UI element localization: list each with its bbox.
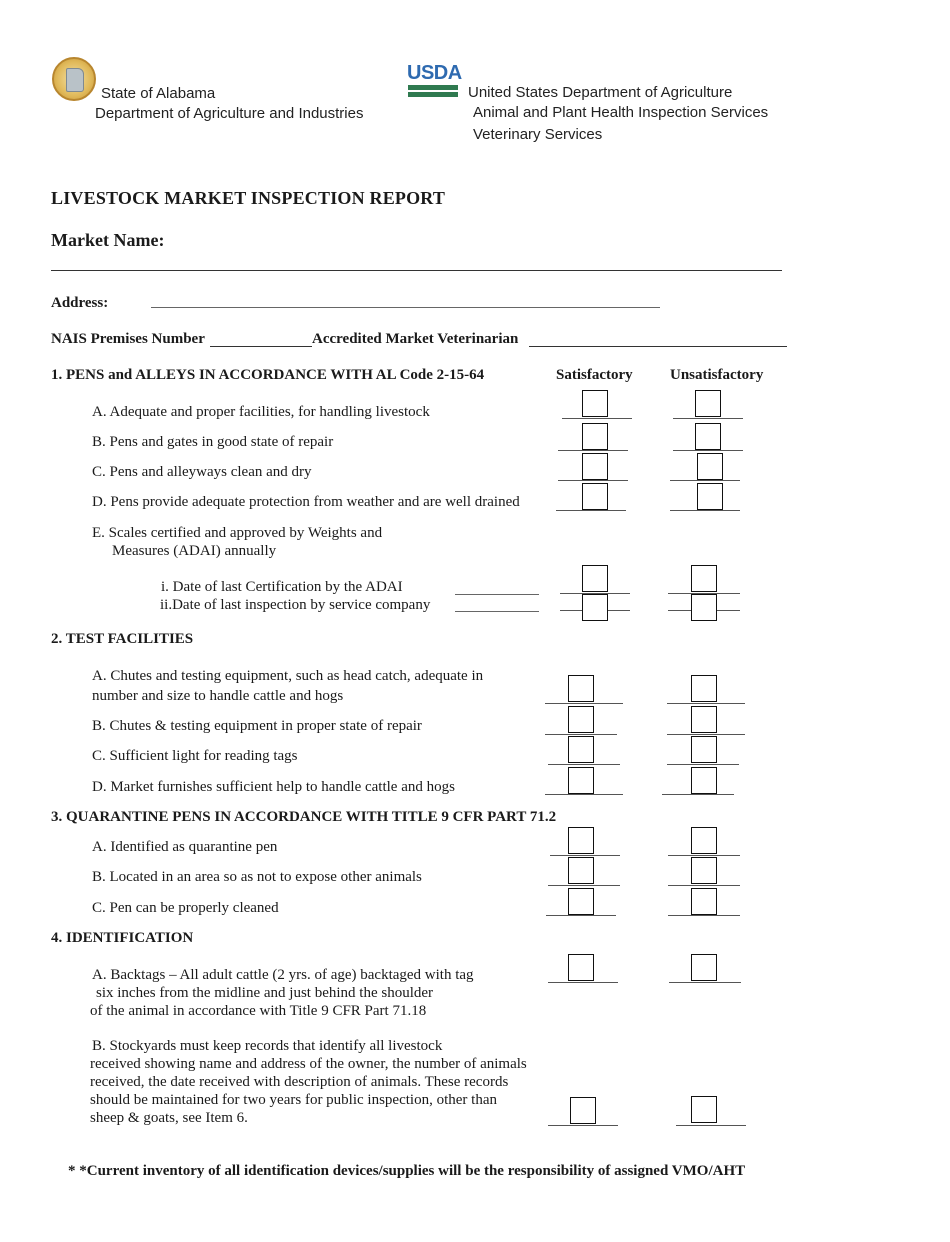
checkbox-2c-satisfactory[interactable] [568, 736, 594, 763]
underline [667, 703, 745, 704]
checkbox-4a-satisfactory[interactable] [568, 954, 594, 981]
underline [550, 855, 620, 856]
item-2a-line1: A. Chutes and testing equipment, such as head catch, adequate in [92, 668, 484, 684]
address-field[interactable] [151, 307, 660, 308]
checkbox-1b-unsatisfactory[interactable] [695, 423, 721, 450]
certification-date-field[interactable] [455, 594, 539, 595]
section-2-heading: 2. TEST FACILITIES [51, 631, 194, 647]
item-2a-line2: number and size to handle cattle and hogs [92, 688, 344, 704]
checkbox-3a-satisfactory[interactable] [568, 827, 594, 854]
underline [662, 794, 734, 795]
alabama-seal-logo [52, 57, 96, 101]
checkbox-1e-i-unsatisfactory[interactable] [691, 565, 717, 592]
footer-note: * *Current inventory of all identification devices/supplies will be the responsibility of assigned VMO/AHT [68, 1163, 746, 1179]
state-department: Department of Agriculture and Industries [95, 105, 364, 122]
item-4b-line5: sheep & goats, see Item 6. [90, 1110, 248, 1126]
item-3a: A. Identified as quarantine pen [92, 839, 278, 855]
item-1e-line2: Measures (ADAI) annually [112, 543, 277, 559]
checkbox-1c-unsatisfactory[interactable] [697, 453, 723, 480]
underline [667, 764, 739, 765]
col-satisfactory: Satisfactory [556, 367, 633, 383]
item-1e-ii: ii.Date of last inspection by service company [160, 597, 431, 613]
checkbox-1c-satisfactory[interactable] [582, 453, 608, 480]
usda-logo-stripe [408, 85, 458, 90]
checkbox-1a-unsatisfactory[interactable] [695, 390, 721, 417]
nais-label: NAIS Premises Number [51, 331, 205, 347]
underline [556, 510, 626, 511]
alabama-state-map-icon [66, 68, 84, 92]
item-2b: B. Chutes & testing equipment in proper state of repair [92, 718, 422, 734]
item-4b-line2: received showing name and address of the owner, the number of animals [90, 1056, 527, 1072]
usda-logo-stripe [408, 92, 458, 97]
underline [669, 982, 741, 983]
checkbox-3b-unsatisfactory[interactable] [691, 857, 717, 884]
checkbox-1d-satisfactory[interactable] [582, 483, 608, 510]
underline [673, 418, 743, 419]
underline [673, 450, 743, 451]
item-4a-line3: of the animal in accordance with Title 9 CFR Part 71.18 [90, 1003, 427, 1019]
checkbox-2d-unsatisfactory[interactable] [691, 767, 717, 794]
item-1e-i: i. Date of last Certification by the ADAI [161, 579, 403, 595]
checkbox-3b-satisfactory[interactable] [568, 857, 594, 884]
item-2c: C. Sufficient light for reading tags [92, 748, 298, 764]
checkbox-2b-satisfactory[interactable] [568, 706, 594, 733]
checkbox-1e-i-satisfactory[interactable] [582, 565, 608, 592]
usda-agency: Animal and Plant Health Inspection Services [473, 104, 769, 121]
underline [545, 734, 617, 735]
checkbox-1a-satisfactory[interactable] [582, 390, 608, 417]
usda-logo: USDA [407, 62, 462, 84]
underline [546, 915, 616, 916]
underline [676, 1125, 746, 1126]
section-4-heading: 4. IDENTIFICATION [51, 930, 194, 946]
checkbox-1b-satisfactory[interactable] [582, 423, 608, 450]
item-4a-line1: A. Backtags – All adult cattle (2 yrs. of age) backtaged with tag [92, 967, 474, 983]
checkbox-2a-satisfactory[interactable] [568, 675, 594, 702]
underline [670, 510, 740, 511]
underline [562, 418, 632, 419]
checkbox-2d-satisfactory[interactable] [568, 767, 594, 794]
checkbox-3c-satisfactory[interactable] [568, 888, 594, 915]
underline [548, 1125, 618, 1126]
checkbox-4b-unsatisfactory[interactable] [691, 1096, 717, 1123]
item-3b: B. Located in an area so as not to expose other animals [92, 869, 422, 885]
underline [668, 915, 740, 916]
service-date-field[interactable] [455, 611, 539, 612]
item-4a-line2: six inches from the midline and just behind the shoulder [96, 985, 434, 1001]
market-name-field[interactable] [51, 270, 782, 271]
checkbox-1d-unsatisfactory[interactable] [697, 483, 723, 510]
underline [670, 480, 740, 481]
section-3-heading: 3. QUARANTINE PENS IN ACCORDANCE WITH TITLE 9 CFR PART 71.2 [51, 809, 557, 825]
item-1a: A. Adequate and proper facilities, for handling livestock [92, 404, 430, 420]
underline [548, 764, 620, 765]
checkbox-3c-unsatisfactory[interactable] [691, 888, 717, 915]
nais-field[interactable] [210, 346, 312, 347]
underline [548, 885, 620, 886]
checkbox-2b-unsatisfactory[interactable] [691, 706, 717, 733]
section-1-heading: 1. PENS and ALLEYS IN ACCORDANCE WITH AL Code 2-15-64 [51, 367, 485, 383]
underline [545, 794, 623, 795]
checkbox-3a-unsatisfactory[interactable] [691, 827, 717, 854]
col-unsatisfactory: Unsatisfactory [670, 367, 764, 383]
checkbox-1e-ii-satisfactory[interactable] [582, 594, 608, 621]
checkbox-4b-satisfactory[interactable] [570, 1097, 596, 1124]
underline [668, 855, 740, 856]
market-name-label: Market Name: [51, 230, 165, 250]
usda-division: Veterinary Services [473, 126, 603, 143]
checkbox-1e-ii-unsatisfactory[interactable] [691, 594, 717, 621]
item-3c: C. Pen can be properly cleaned [92, 900, 279, 916]
item-4b-line3: received, the date received with description of animals. These records [90, 1074, 509, 1090]
item-2d: D. Market furnishes sufficient help to handle cattle and hogs [92, 779, 455, 795]
item-1b: B. Pens and gates in good state of repair [92, 434, 334, 450]
item-1e-line1: E. Scales certified and approved by Weights and [92, 525, 383, 541]
vet-label: Accredited Market Veterinarian [312, 331, 519, 347]
address-label: Address: [51, 295, 109, 311]
item-4b-line1: B. Stockyards must keep records that identify all livestock [92, 1038, 443, 1054]
checkbox-2a-unsatisfactory[interactable] [691, 675, 717, 702]
underline [558, 480, 628, 481]
item-1d: D. Pens provide adequate protection from weather and are well drained [92, 494, 520, 510]
underline [668, 885, 740, 886]
underline [548, 982, 618, 983]
usda-department: United States Department of Agriculture [468, 84, 733, 101]
page-title: LIVESTOCK MARKET INSPECTION REPORT [51, 188, 446, 208]
checkbox-4a-unsatisfactory[interactable] [691, 954, 717, 981]
item-4b-line4: should be maintained for two years for public inspection, other than [90, 1092, 497, 1108]
vet-field[interactable] [529, 346, 787, 347]
underline [667, 734, 745, 735]
item-1c: C. Pens and alleyways clean and dry [92, 464, 312, 480]
underline [558, 450, 628, 451]
state-name: State of Alabama [101, 85, 216, 102]
checkbox-2c-unsatisfactory[interactable] [691, 736, 717, 763]
underline [545, 703, 623, 704]
